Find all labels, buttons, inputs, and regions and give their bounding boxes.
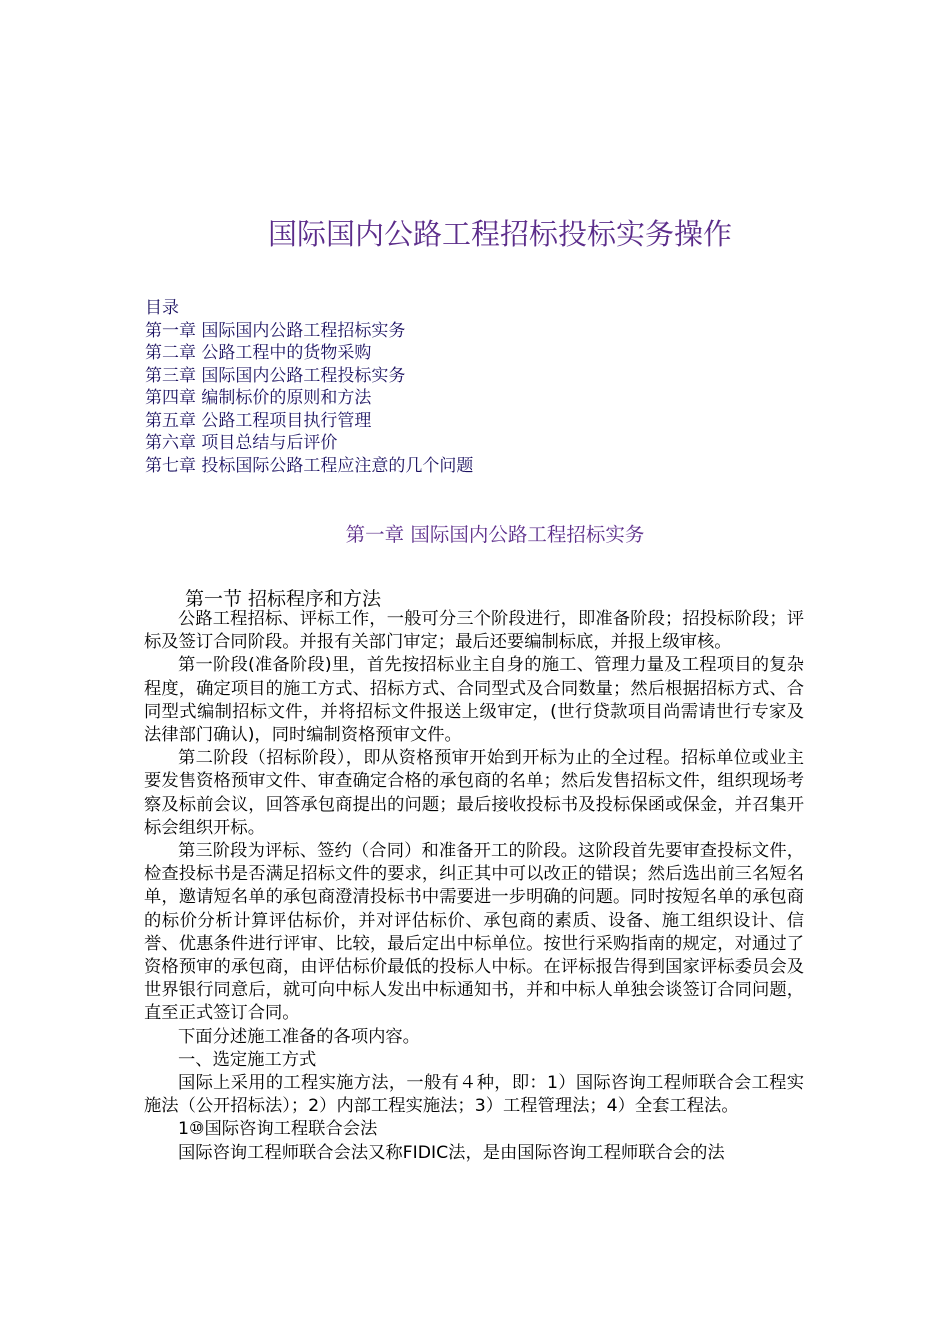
toc-item: 第四章 编制标价的原则和方法 — [145, 388, 372, 408]
body-text — [144, 608, 804, 1165]
toc-item: 第五章 公路工程项目执行管理 — [145, 410, 372, 431]
toc-item: 第二章 公路工程中的货物采购 — [145, 343, 372, 363]
toc-item: 第一章 国际国内公路工程招标实务 — [145, 320, 406, 341]
section-heading: 第一节 招标程序和方法 — [185, 588, 382, 610]
toc-item: 第六章 项目总结与后评价 — [145, 433, 338, 453]
table-of-contents — [145, 297, 473, 477]
chapter-heading: 第一章 国际国内公路工程招标实务 — [345, 523, 645, 546]
paragraph: 国际咨询工程师联合会法又称FIDIC法，是由国际咨询工程师联合会的法 — [178, 1142, 725, 1163]
paragraph: 下面分述施工准备的各项内容。 — [178, 1026, 420, 1047]
paragraph: 一、选定施工方式 — [178, 1049, 317, 1070]
paragraph: 1⑩国际咨询工程联合会法 — [178, 1119, 378, 1140]
paragraph: 公路工程招标、评标工作，一般可分三个阶段进行，即准备阶段；招投标阶段；评标及签订合同阶段。并报有关部门审定；最后还要编制标底，并报上级审核。 — [144, 609, 804, 653]
paragraph: 第三阶段为评标、签约（合同）和准备开工的阶段。这阶段首先要审查投标文件，检查投标书是否满足招标文件的要求，纠正其中可以改正的错误；然后选出前三名短名单，邀请短名单的承包商澄清投标书中需要进一步明确的问题。同时按短名单的承包商的标价分析计算评估标价，并对评估标价、承包商的素质、设备、施工组织设计、信誉、优惠条件进行评审、比较，最后定出中标单位。按世行采购指南的规定，对通过了资格预审的承包商，由评估标价最低的投标人中标。在评标报告得到国家评标委员会及世界银行同意后，就可向中标人发出中标通知书，并和中标人单独会谈签订合同问题，直至正式签订合同。 — [144, 841, 804, 1024]
paragraph: 第二阶段（招标阶段），即从资格预审开始到开标为止的全过程。招标单位或业主要发售资格预审文件、审查确定合格的承包商的名单；然后发售招标文件，组织现场考察及标前会议，回答承包商提出的问题；最后接收投标书及投标保函或保金，并召集开标会组织开标。 — [144, 748, 804, 838]
toc-heading: 目录 — [145, 298, 179, 318]
paragraph: 第一阶段(准备阶段)里，首先按招标业主自身的施工、管理力量及工程项目的复杂程度，确定项目的施工方式、招标方式、合同型式及合同数量；然后根据招标方式、合同型式编制招标文件，并将招标文件报送上级审定，(世行贷款项目尚需请世行专家及法律部门确认)，同时编制资格预审文件。 — [144, 655, 804, 746]
toc-item: 第三章 国际国内公路工程投标实务 — [145, 365, 406, 386]
toc-item: 第七章 投标国际公路工程应注意的几个问题 — [145, 455, 474, 476]
document-title: 国际国内公路工程招标投标实务操作 — [267, 217, 732, 251]
paragraph: 国际上采用的工程实施方法，一般有４种，即：1）国际咨询工程师联合会工程实施法（公开招标法）；2）内部工程实施法；3）工程管理法；4）全套工程法。 — [144, 1073, 804, 1117]
